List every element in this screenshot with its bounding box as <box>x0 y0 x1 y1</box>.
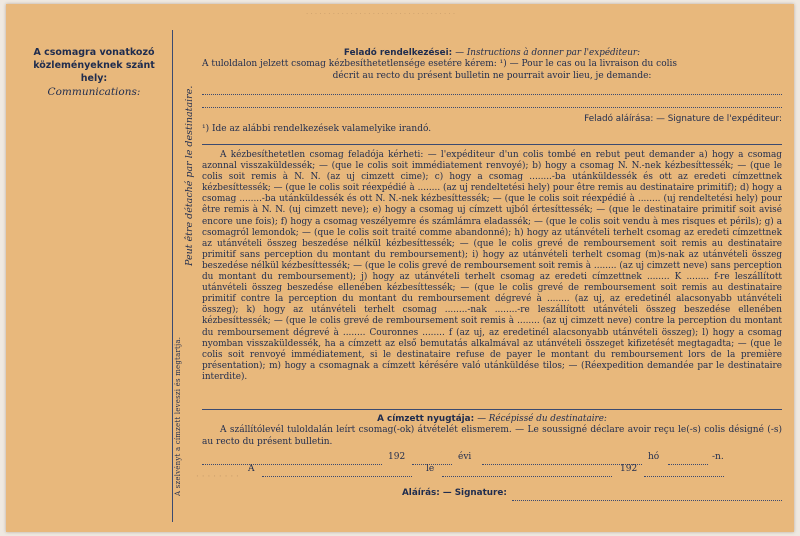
le-label: le <box>426 464 435 475</box>
receipt-date-row-fr <box>202 464 782 476</box>
sender-write-line-1[interactable] <box>202 82 782 95</box>
faded-print-top: · · · · · · · · · · · · · · · · · · · · · · · · · · · · · · · · · · <box>306 10 456 18</box>
receipt-text: A szállítólevél tuloldalán leírt csomag(-ok) átvételét elismerem. — Le soussigné déclare avoir reçu le(-s) colis désigné (-s) au recto du présent bulletin. <box>202 425 782 447</box>
perforation-line <box>172 30 173 522</box>
receipt-signature-row <box>202 488 782 502</box>
receipt-heading-hu: A címzett nyugtája: <box>377 414 475 424</box>
communications-column <box>20 46 168 99</box>
sender-footnote: ¹) Ide az alábbi rendelkezések valamelyike irandó. <box>202 123 432 134</box>
date-year: 192 <box>388 452 406 463</box>
vertical-detach-note-hu: A szelvényt a címzett leveszi és megtartja. <box>174 336 182 496</box>
sender-line2: décrit au recto du présent bulletin ne pourrait avoir lieu, je demande: <box>332 70 652 81</box>
sender-signature[interactable]: Feladó aláírása: — Signature de l'expéditeur: <box>584 114 782 125</box>
date-fr-field[interactable] <box>442 464 612 477</box>
receipt-heading-fr: — Récépissé du destinataire: <box>477 414 607 424</box>
options-block <box>202 150 782 383</box>
divider-1 <box>202 144 782 145</box>
sender-write-line-2[interactable] <box>202 95 782 108</box>
sender-heading-hu: Feladó rendelkezései: <box>343 48 453 58</box>
year2: 192 <box>620 464 638 475</box>
communications-label-fr: Communications: <box>47 86 141 98</box>
sender-instructions <box>202 48 782 135</box>
receipt-heading <box>202 414 782 425</box>
vertical-detach-note-fr: Peut être détaché par le destinataire. <box>184 85 195 266</box>
a-label: A <box>248 464 255 475</box>
receipt-signature: Aláírás: — Signature: <box>402 488 507 499</box>
receipt-section <box>202 414 782 502</box>
sender-heading-fr: — Instructions à donner par l'expéditeur: <box>455 48 641 58</box>
date-n: -n. <box>712 452 724 463</box>
communications-label-line2: közleményeknek szánt hely: <box>33 60 155 84</box>
faded-print-bottom: · · · · · · · · <box>196 472 239 482</box>
date-ho: hó <box>648 452 660 463</box>
year2-field[interactable] <box>644 464 724 477</box>
place-fr-field[interactable] <box>262 464 412 477</box>
receipt-signature-field[interactable] <box>512 488 782 501</box>
communications-label-line1: A csomagra vonatkozó <box>33 47 155 58</box>
options-paragraph: A kézbesíthetetlen csomag feladója kérheti: — l'expéditeur d'un colis tombé en rebut peut demander a) hogy a csomag azonnal visszaküldessék; — (que le colis soit immédiatement renvoyé); b) hogy a csomag N. N.-nek kézbesíttessék; — (que le colis soit remis à N. N. (az uj cimzett cime); c) hogy a csomag ........-ba utánküldessék és ott az eredeti címzettnek kézbesíttessék; — (que le colis soit réexpédié à ........ (az uj rendeltetési hely) pour être remis au destinataire primitif); d) hogy a csomag ........-ba utánküldessék és ott N. N.-nek kézbesíttessék; — (que le colis soit réexpédié à ........ (uj rendeltetési hely) pour être remis à N. N. (uj cimzett neve); e) hogy a csomag uj címzett ujból értesíttessék; — (que le destinataire primitif soit avisé encore une fois); f) hogy a csomag veszélyemre és számlámra eladassék; — (que le colis soit vendu à mes risques et périls); g) a csomagról lemondok; — (que le colis soit traité comme abandonné); h) hogy az utánvételi terhelt csomag az eredeti címzettnek az utánvételi összeg beszedése nélkül kézbesíttessék; — (que le colis grevé de remboursement soit remis au destinataire primitif sans perception du montant du remboursement); i) hogy az utánvételi terhelt csomag (m)s-nak az utánvételi összeg beszedése nélkül kézbesíttessék; — (que le colis grevé de remboursement soit remis à ........ (az uj cimzett neve) sans perception du montant du remboursement); j) hogy az utánvételi terhelt csomag az eredeti címzettnek ........ K ........ f-re leszállított utánvételi összeg beszedése ellenében kézbesíttessék; — (que le colis grevé de remboursement soit remis au destinataire primitif contre la perception du montant du remboursement dégrevé à ........ (az uj, az eredetinél alacsonyabb utánvételi összeg); k) hogy az utánvételi terhelt csomag ........-nak ........-re leszállított utánvételi összeg beszedése ellenében kézbesíttessék; — (que le colis grevé de remboursement soit remis à ........ (az uj cimzett neve) contre la perception du montant du remboursement dégrevé à ........ Couronnes ........ f (az uj, az eredetinél alacsonyabb utánvételi összeg); l) hogy a csomag nyomban visszaküldessék, ha a címzett az első bemutatás alkalmával az utánvételi összeget kifizetését megtagadta; — (que le colis soit renvoyé immédiatement, si le destinataire refuse de payer le montant du remboursement lors de la première présentation); m) hogy a csomagnak a címzett kérésére való utánküldése tilos; — (Réexpedition demandée par le destinataire interdite). <box>202 150 782 382</box>
postal-form-card <box>6 4 794 532</box>
divider-2 <box>202 409 782 410</box>
receipt-date-row <box>202 452 782 464</box>
sender-line1: A tuloldalon jelzett csomag kézbesíthetetlensége esetére kérem: ¹) — Pour le cas ou la livraison du colis <box>202 59 678 70</box>
sender-heading <box>202 48 782 59</box>
date-evi: évi <box>458 452 472 463</box>
